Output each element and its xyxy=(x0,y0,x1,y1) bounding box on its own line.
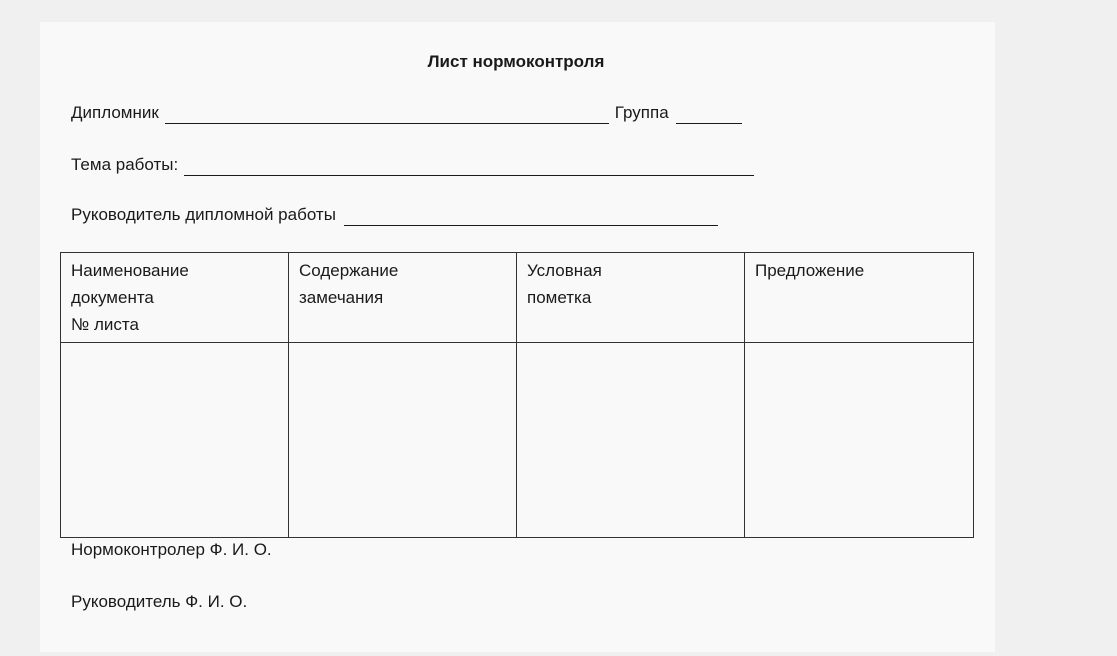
topic-label: Тема работы: xyxy=(71,155,179,174)
header-text-line: Наименование xyxy=(71,261,189,280)
header-text-line: пометка xyxy=(527,288,592,307)
supervisor-row xyxy=(71,204,718,228)
header-text-line: Условная xyxy=(527,261,602,280)
group-label: Группа xyxy=(614,103,669,122)
header-text-line: Предложение xyxy=(755,261,865,280)
student-label: Дипломник xyxy=(71,103,159,122)
supervisor-blank-line[interactable] xyxy=(344,207,718,226)
supervisor-label: Руководитель дипломной работы xyxy=(71,205,336,224)
header-text-line: замечания xyxy=(299,288,384,307)
table-cell-document-name[interactable] xyxy=(61,343,289,538)
header-text-line: Содержание xyxy=(299,261,399,280)
topic-row xyxy=(71,154,754,178)
supervisor-signature-line: Руководитель Ф. И. О. xyxy=(71,592,248,611)
normcontrol-table xyxy=(60,252,974,538)
header-conditional-mark xyxy=(517,253,745,343)
table-cell-suggestion[interactable] xyxy=(745,343,974,538)
table-row xyxy=(61,343,974,538)
table-cell-remark-content[interactable] xyxy=(289,343,517,538)
header-text-line: № листа xyxy=(71,315,139,334)
topic-blank-line[interactable] xyxy=(184,157,754,176)
header-text-line: документа xyxy=(71,288,154,307)
document-title: Лист нормоконтроля xyxy=(427,52,605,71)
student-row xyxy=(71,102,742,126)
header-suggestion xyxy=(745,253,974,343)
group-blank-line[interactable] xyxy=(676,105,742,124)
table-header-row xyxy=(61,253,974,343)
normcontroller-signature-line: Нормоконтролер Ф. И. О. xyxy=(71,540,272,559)
header-document-name xyxy=(61,253,289,343)
table-cell-conditional-mark[interactable] xyxy=(517,343,745,538)
student-blank-line[interactable] xyxy=(165,105,609,124)
header-remark-content xyxy=(289,253,517,343)
